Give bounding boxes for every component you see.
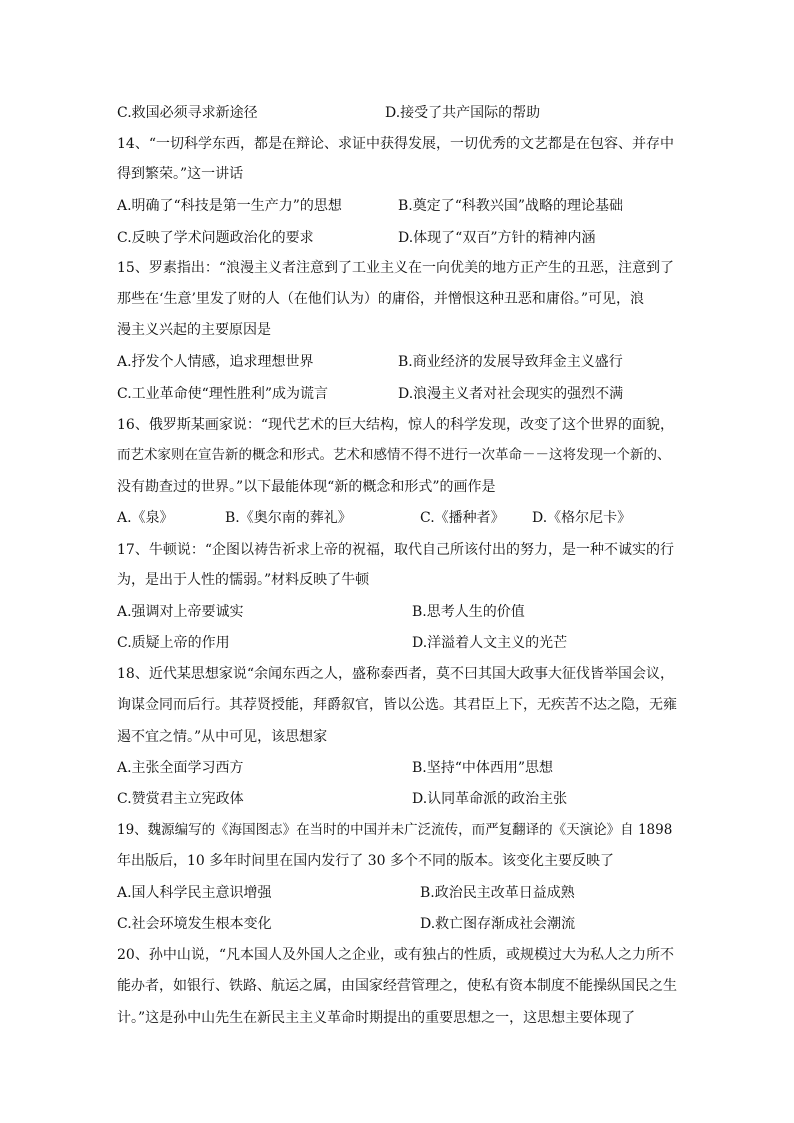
- q14-stem-line-1: 14、“一切科学东西，都是在辩论、求证中获得发展，一切优秀的文艺都是在包容、并存中: [117, 136, 674, 152]
- q19-stem-line-1: 19、魏源编写的《海国图志》在当时的中国并未广泛流传，而严复翻译的《天演论》自 1898: [117, 822, 673, 838]
- q17-option-a: A.强调对上帝要诚实: [117, 604, 244, 620]
- q20-stem-line-2: 能办者，如银行、铁路、航运之属，由国家经营管理之，使私有资本制度不能操纵国民之生: [117, 978, 677, 994]
- q17-option-c: C.质疑上帝的作用: [117, 635, 230, 651]
- q18-option-a: A.主张全面学习西方: [117, 760, 244, 776]
- q19-option-a: A.国人科学民主意识增强: [117, 885, 272, 901]
- q16-option-d: D.《格尔尼卡》: [532, 510, 632, 526]
- q18-option-c: C.赞赏君主立宪政体: [117, 791, 244, 807]
- q17-stem-line-1: 17、牛顿说：“企图以祷告祈求上帝的祝福，取代自己所该付出的努力，是一种不诚实的行: [117, 542, 674, 558]
- q19-option-c: C.社会环境发生根本变化: [117, 916, 272, 932]
- q17-stem-line-2: 为，是出于人性的懦弱。”材料反映了牛顿: [117, 572, 370, 588]
- q15-stem-line-1: 15、罗素指出：“浪漫主义者注意到了工业主义在一向优美的地方正产生的丑恶，注意到了: [117, 260, 674, 276]
- q20-stem-line-1: 20、孙中山说，“凡本国人及外国人之企业，或有独占的性质，或规模过大为私人之力所不: [117, 947, 674, 963]
- q16-stem-line-1: 16、俄罗斯某画家说：“现代艺术的巨大结构，惊人的科学发现，改变了这个世界的面貌，: [117, 417, 674, 433]
- q18-stem-line-1: 18、近代某思想家说“余闻东西之人，盛称泰西者，莫不曰其国大政事大征伐皆举国会议，: [117, 666, 674, 682]
- q14-option-a: A.明确了“科技是第一生产力”的思想: [117, 198, 342, 214]
- q15-option-a: A.抒发个人情感，追求理想世界: [117, 354, 314, 370]
- q14-option-d: D.体现了“双百”方针的精神内涵: [398, 230, 596, 246]
- q19-option-d: D.救亡图存渐成社会潮流: [420, 916, 576, 932]
- q13-option-c: C.救国必须寻求新途径: [117, 105, 258, 121]
- q18-stem-line-2: 询谋佥同而后行。其荐贤授能，拜爵叙官，皆以公选。其君臣上下，无疾苦不达之隐，无雍: [117, 697, 677, 713]
- q18-option-d: D.认同革命派的政治主张: [412, 791, 568, 807]
- q18-option-b: B.坚持“中体西用”思想: [412, 760, 554, 776]
- q15-stem-line-2: 那些在‘生意’里发了财的人（在他们认为）的庸俗，并憎恨这种丑恶和庸俗。”可见，浪: [117, 291, 645, 307]
- q16-option-c: C.《播种者》: [420, 510, 505, 526]
- q16-stem-line-3: 没有勘查过的世界。”以下最能体现“新的概念和形式”的画作是: [117, 479, 496, 495]
- q19-stem-line-2: 年出版后，10 多年时间里在国内发行了 30 多个不同的版本。该变化主要反映了: [117, 853, 614, 869]
- q16-option-b: B.《奥尔南的葬礼》: [225, 510, 352, 526]
- q15-option-c: C.工业革命使“理性胜利”成为谎言: [117, 386, 328, 402]
- q13-option-d: D.接受了共产国际的帮助: [385, 105, 541, 121]
- q18-stem-line-3: 遏不宜之情。”从中可见，该思想家: [117, 729, 328, 745]
- q19-option-b: B.政治民主改革日益成熟: [420, 885, 575, 901]
- q14-option-b: B.奠定了“科教兴国”战略的理论基础: [398, 198, 624, 214]
- q15-stem-line-3: 漫主义兴起的主要原因是: [117, 322, 271, 338]
- q16-option-a: A.《泉》: [117, 510, 174, 526]
- q20-stem-line-3: 计。”这是孙中山先生在新民主主义革命时期提出的重要思想之一，这思想主要体现了: [117, 1010, 636, 1026]
- q14-option-c: C.反映了学术问题政治化的要求: [117, 230, 314, 246]
- q16-stem-line-2: 而艺术家则在宣告新的概念和形式。艺术和感情不得不进行一次革命－－这将发现一个新的、: [117, 447, 671, 463]
- q17-option-b: B.思考人生的价值: [412, 604, 525, 620]
- q15-option-b: B.商业经济的发展导致拜金主义盛行: [398, 354, 623, 370]
- q17-option-d: D.洋溢着人文主义的光芒: [412, 635, 568, 651]
- q15-option-d: D.浪漫主义者对社会现实的强烈不满: [398, 386, 624, 402]
- q14-stem-line-2: 得到繁荣。”这一讲话: [117, 166, 244, 182]
